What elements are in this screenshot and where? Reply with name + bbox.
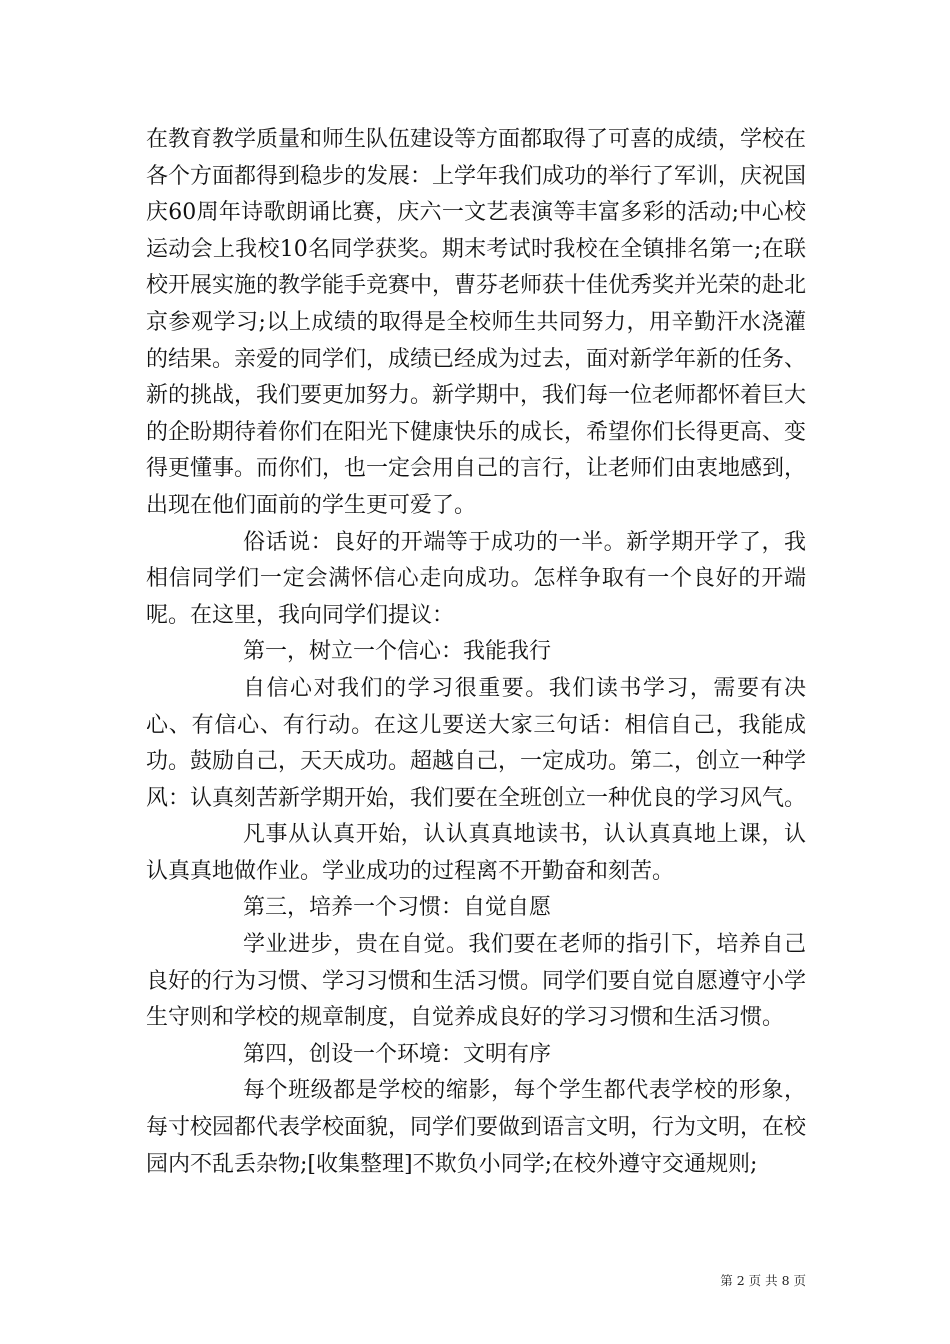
paragraph-environment: 每个班级都是学校的缩影，每个学生都代表学校的形象，每寸校园都代表学校面貌，同学们要做到语言文明，行为文明，在校园内不乱丢杂物;[收集整理]不欺负小同学;在校外遵守交通规则; bbox=[146, 1078, 807, 1177]
paragraph-achievements: 在教育教学质量和师生队伍建设等方面都取得了可喜的成绩，学校在各个方面都得到稳步的发展：上学年我们成功的举行了军训，庆祝国庆60周年诗歌朗诵比赛，庆六一文艺表演等丰富多彩的活动;中心校运动会上我校10名同学获奖。期末考试时我校在全镇排名第一;在联校开展实施的教学能手竞赛中，曹芬老师获十佳优秀奖并光荣的赴北京参观学习;以上成绩的取得是全校师生共同努力，用辛勤汗水浇灌的结果。亲爱的同学们，成绩已经成为过去，面对新学年新的任务、新的挑战，我们要更加努力。新学期中，我们每一位老师都怀着巨大的企盼期待着你们在阳光下健康快乐的成长，希望你们长得更高、变得更懂事。而你们，也一定会用自己的言行，让老师们由衷地感到，出现在他们面前的学生更可爱了。 bbox=[146, 127, 807, 518]
heading-point-four: 第四，创设一个环境：文明有序 bbox=[243, 1041, 552, 1067]
document-body bbox=[146, 122, 806, 1183]
page-number-footer: 第 2 页 共 8 页 bbox=[720, 1273, 806, 1288]
paragraph-habits: 学业进步，贵在自觉。我们要在老师的指引下，培养自己良好的行为习惯、学习习惯和生活习惯。同学们要自觉自愿遵守小学生守则和学校的规章制度，自觉养成良好的学习习惯和生活习惯。 bbox=[146, 932, 807, 1031]
paragraph-diligence: 凡事从认真开始，认认真真地读书，认认真真地上课，认认真真地做作业。学业成功的过程离不开勤奋和刻苦。 bbox=[146, 822, 806, 884]
heading-point-three: 第三，培养一个习惯：自觉自愿 bbox=[243, 895, 552, 921]
paragraph-good-start: 俗话说：良好的开端等于成功的一半。新学期开学了，我相信同学们一定会满怀信心走向成功。怎样争取有一个良好的开端呢。在这里，我向同学们提议： bbox=[146, 529, 806, 628]
heading-point-one: 第一，树立一个信心：我能我行 bbox=[243, 639, 552, 665]
paragraph-confidence: 自信心对我们的学习很重要。我们读书学习，需要有决心、有信心、有行动。在这儿要送大家三句话：相信自己，我能成功。鼓励自己，天天成功。超越自己，一定成功。第二，创立一种学风：认真刻苦新学期开始，我们要在全班创立一种优良的学习风气。 bbox=[146, 675, 807, 811]
